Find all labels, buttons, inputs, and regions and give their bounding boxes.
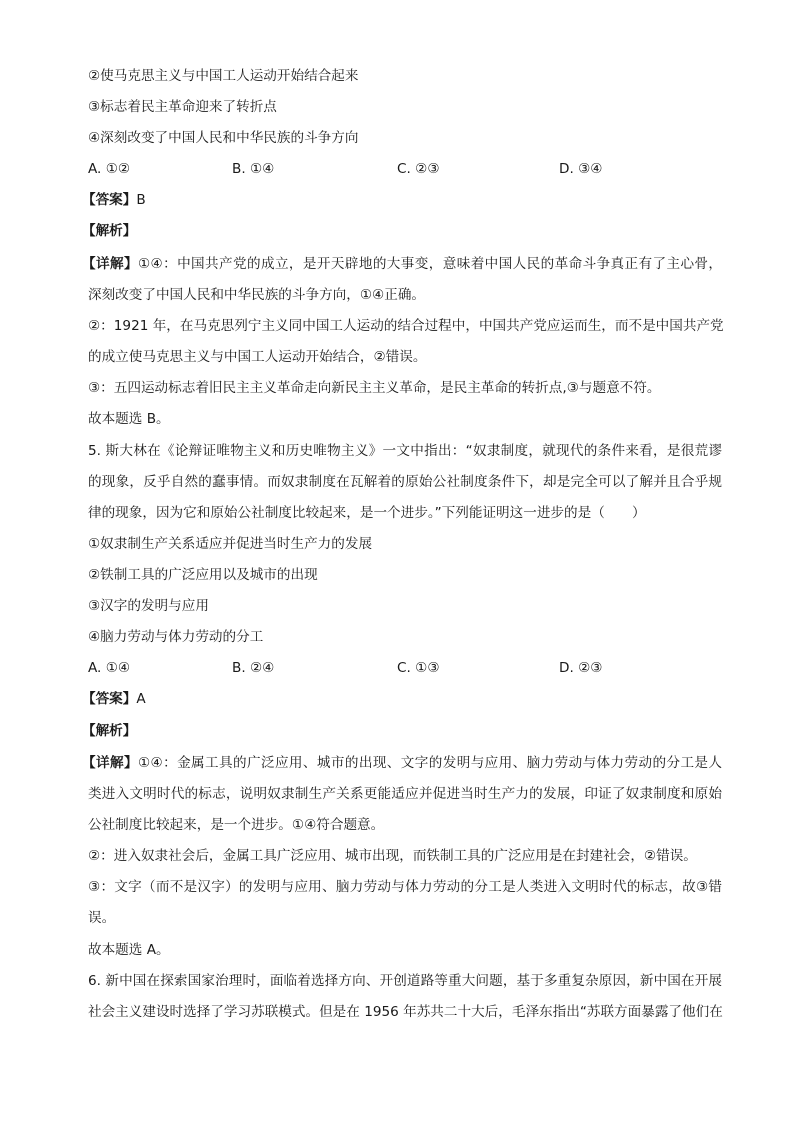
q4-statement-4: ④深刻改变了中国人民和中华民族的斗争方向 (88, 130, 359, 146)
q4-statement-3: ③标志着民主革命迎来了转折点 (88, 99, 277, 115)
q5-analysis-tag: 【解析】 (82, 723, 137, 739)
q5-option-c: C. ①③ (397, 660, 440, 676)
q4-option-a: A. ①② (88, 161, 131, 177)
q5-detail-line-1 (82, 753, 722, 773)
q5-stem-line-1: 5. 斯大林在《论辩证唯物主义和历史唯物主义》一文中指出：“奴隶制度，就现代的条件来看，是很荒谬 (88, 443, 722, 459)
q4-detail-line-3: ②：1921 年，在马克思列宁主义同中国工人运动的结合过程中，中国共产党应运而生，而不是中国共产党 (88, 318, 724, 334)
answer-value: A (136, 691, 146, 707)
q5-detail-line-2: 类进入文明时代的标志，说明奴隶制生产关系更能适应并促进当时生产力的发展，印证了奴隶制度和原始 (88, 786, 722, 802)
q5-answer (82, 689, 146, 709)
detail-tag: 【详解】 (82, 256, 138, 272)
detail-text: ①④：中国共产党的成立，是开天辟地的大事变，意味着中国人民的革命斗争真正有了主心骨， (137, 256, 723, 272)
q5-statement-3: ③汉字的发明与应用 (88, 598, 209, 614)
q4-conclusion: 故本题选 B。 (88, 411, 170, 427)
detail-text: ①④：金属工具的广泛应用、城市的出现、文字的发明与应用、脑力劳动与体力劳动的分工是人 (137, 755, 723, 771)
answer-tag: 【答案】 (82, 691, 137, 707)
q5-stem-line-2: 的现象，反乎自然的蠢事情。而奴隶制度在瓦解着的原始公社制度条件下，却是完全可以了解并且合乎规 (88, 474, 722, 490)
q6-stem-line-1: 6. 新中国在探索国家治理时，面临着选择方向、开创道路等重大问题，基于多重复杂原因，新中国在开展 (88, 973, 722, 989)
q5-detail-line-4: ②：进入奴隶社会后，金属工具广泛应用、城市出现，而铁制工具的广泛应用是在封建社会，②错误。 (88, 848, 697, 864)
answer-tag: 【答案】 (82, 192, 137, 208)
q5-statement-4: ④脑力劳动与体力劳动的分工 (88, 629, 264, 645)
q5-conclusion: 故本题选 A。 (88, 942, 170, 958)
q4-option-d: D. ③④ (559, 161, 603, 177)
q6-stem-line-2: 社会主义建设时选择了学习苏联模式。但是在 1956 年苏共二十大后，毛泽东指出“苏联方面暴露了他们在 (88, 1004, 723, 1020)
q5-option-d: D. ②③ (559, 660, 603, 676)
q4-detail-line-4: 的成立使马克思主义与中国工人运动开始结合，②错误。 (88, 349, 427, 365)
q5-option-a: A. ①④ (88, 660, 131, 676)
q5-detail-line-6: 误。 (88, 910, 116, 926)
q4-analysis-tag: 【解析】 (82, 223, 137, 239)
detail-tag: 【详解】 (82, 755, 138, 771)
answer-value: B (136, 192, 146, 208)
q4-detail-line-5: ③：五四运动标志着旧民主主义革命走向新民主主义革命，是民主革命的转折点,③与题意不符。 (88, 380, 661, 396)
q5-detail-line-3: 公社制度比较起来，是一个进步。①④符合题意。 (88, 817, 385, 833)
q4-detail-line-1 (82, 254, 722, 274)
q5-option-b: B. ②④ (232, 660, 275, 676)
q4-answer (82, 190, 146, 210)
q5-detail-line-5: ③：文字（而不是汉字）的发明与应用、脑力劳动与体力劳动的分工是人类进入文明时代的标志，故③错 (88, 879, 722, 895)
q4-statement-2: ②使马克思主义与中国工人运动开始结合起来 (88, 68, 359, 84)
q5-statement-2: ②铁制工具的广泛应用以及城市的出现 (88, 567, 318, 583)
q5-stem-line-3: 律的现象，因为它和原始公社制度比较起来，是一个进步。”下列能证明这一进步的是（ ） (88, 505, 646, 521)
q5-statement-1: ①奴隶制生产关系适应并促进当时生产力的发展 (88, 536, 373, 552)
q4-option-b: B. ①④ (232, 161, 275, 177)
q4-option-c: C. ②③ (397, 161, 440, 177)
q4-detail-line-2: 深刻改变了中国人民和中华民族的斗争方向，①④正确。 (88, 287, 426, 303)
